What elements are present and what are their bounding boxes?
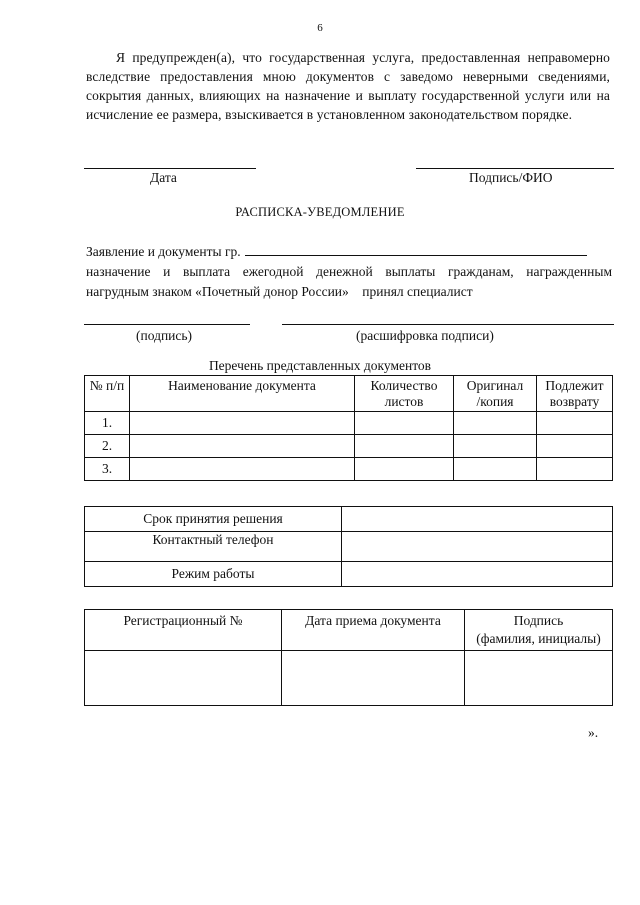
registration-table <box>84 609 613 706</box>
documents-table-caption: Перечень представленных документов <box>208 358 432 373</box>
decision-term-value[interactable] <box>342 507 613 532</box>
header-original-line1: Оригинал <box>466 378 524 393</box>
receipt-date-cell[interactable] <box>282 651 465 706</box>
info-row-contact-phone <box>85 532 613 562</box>
sheets-cell[interactable] <box>355 435 454 458</box>
specialist-signature-label: (подпись) <box>136 328 193 343</box>
info-row-work-hours <box>85 562 613 587</box>
header-sheets <box>355 376 454 412</box>
return-cell[interactable] <box>537 458 613 481</box>
registration-header-row <box>85 610 613 651</box>
warning-paragraph: Я предупрежден(а), что государственная услуга, предоставленная неправомерно вследствие предоставления мною документов с заведомо неверными сведениями, сокрытия данных, влияющих на назначение и выплату государственной услуги или на исчисление ее размера, взыскивается в установленном законодательством порядке. <box>86 50 610 122</box>
date-label: Дата <box>150 170 177 185</box>
doc-name-cell[interactable] <box>130 412 355 435</box>
row-number: 2. <box>85 435 130 458</box>
doc-name-cell[interactable] <box>130 435 355 458</box>
original-cell[interactable] <box>454 412 537 435</box>
header-doc-name: Наименование документа <box>130 376 355 412</box>
sheets-cell[interactable] <box>355 412 454 435</box>
doc-name-cell[interactable] <box>130 458 355 481</box>
statement-line-1 <box>86 242 612 262</box>
header-num: № п/п <box>85 376 130 412</box>
signature-cell[interactable] <box>465 651 613 706</box>
decision-term-label: Срок принятия решения <box>85 507 342 532</box>
closing-quote: ». <box>588 725 599 740</box>
specialist-decoding-line <box>282 324 614 325</box>
contact-phone-label: Контактный телефон <box>85 532 342 562</box>
documents-table <box>84 375 613 481</box>
header-original <box>454 376 537 412</box>
info-row-decision-term <box>85 507 613 532</box>
statement-line-3: нагрудным знаком «Почетный донор России» принял специалист <box>86 284 473 299</box>
table-row <box>85 435 613 458</box>
header-return-line1: Подлежит <box>545 378 604 393</box>
receipt-statement <box>86 242 612 302</box>
original-cell[interactable] <box>454 435 537 458</box>
header-signature-line2: (фамилия, инициалы) <box>476 631 601 646</box>
documents-header-row <box>85 376 613 412</box>
date-line <box>84 168 256 169</box>
table-row <box>85 412 613 435</box>
header-sheets-line2: листов <box>384 394 424 409</box>
header-original-line2: /копия <box>476 394 514 409</box>
header-registration-number: Регистрационный № <box>85 610 282 651</box>
citizen-name-line <box>245 243 587 256</box>
signature-line <box>416 168 614 169</box>
specialist-decoding-label: (расшифровка подписи) <box>356 328 494 343</box>
header-return <box>537 376 613 412</box>
receipt-title: РАСПИСКА-УВЕДОМЛЕНИЕ <box>235 205 405 219</box>
signature-label: Подпись/ФИО <box>469 170 553 185</box>
specialist-signature-line <box>84 324 250 325</box>
header-return-line2: возврату <box>549 394 600 409</box>
page-number: 6 <box>317 22 323 34</box>
work-hours-value[interactable] <box>342 562 613 587</box>
statement-prefix: Заявление и документы гр. <box>86 244 241 259</box>
sheets-cell[interactable] <box>355 458 454 481</box>
header-signature <box>465 610 613 651</box>
return-cell[interactable] <box>537 412 613 435</box>
registration-entry-row <box>85 651 613 706</box>
header-sheets-line1: Количество <box>370 378 438 393</box>
row-number: 3. <box>85 458 130 481</box>
header-signature-line1: Подпись <box>513 613 564 628</box>
work-hours-label: Режим работы <box>85 562 342 587</box>
return-cell[interactable] <box>537 435 613 458</box>
info-table <box>84 506 613 587</box>
row-number: 1. <box>85 412 130 435</box>
contact-phone-value[interactable] <box>342 532 613 562</box>
header-receipt-date: Дата приема документа <box>282 610 465 651</box>
table-row <box>85 458 613 481</box>
original-cell[interactable] <box>454 458 537 481</box>
statement-line-2: назначение и выплата ежегодной денежной выплаты гражданам, награжденным <box>86 264 612 279</box>
registration-number-cell[interactable] <box>85 651 282 706</box>
